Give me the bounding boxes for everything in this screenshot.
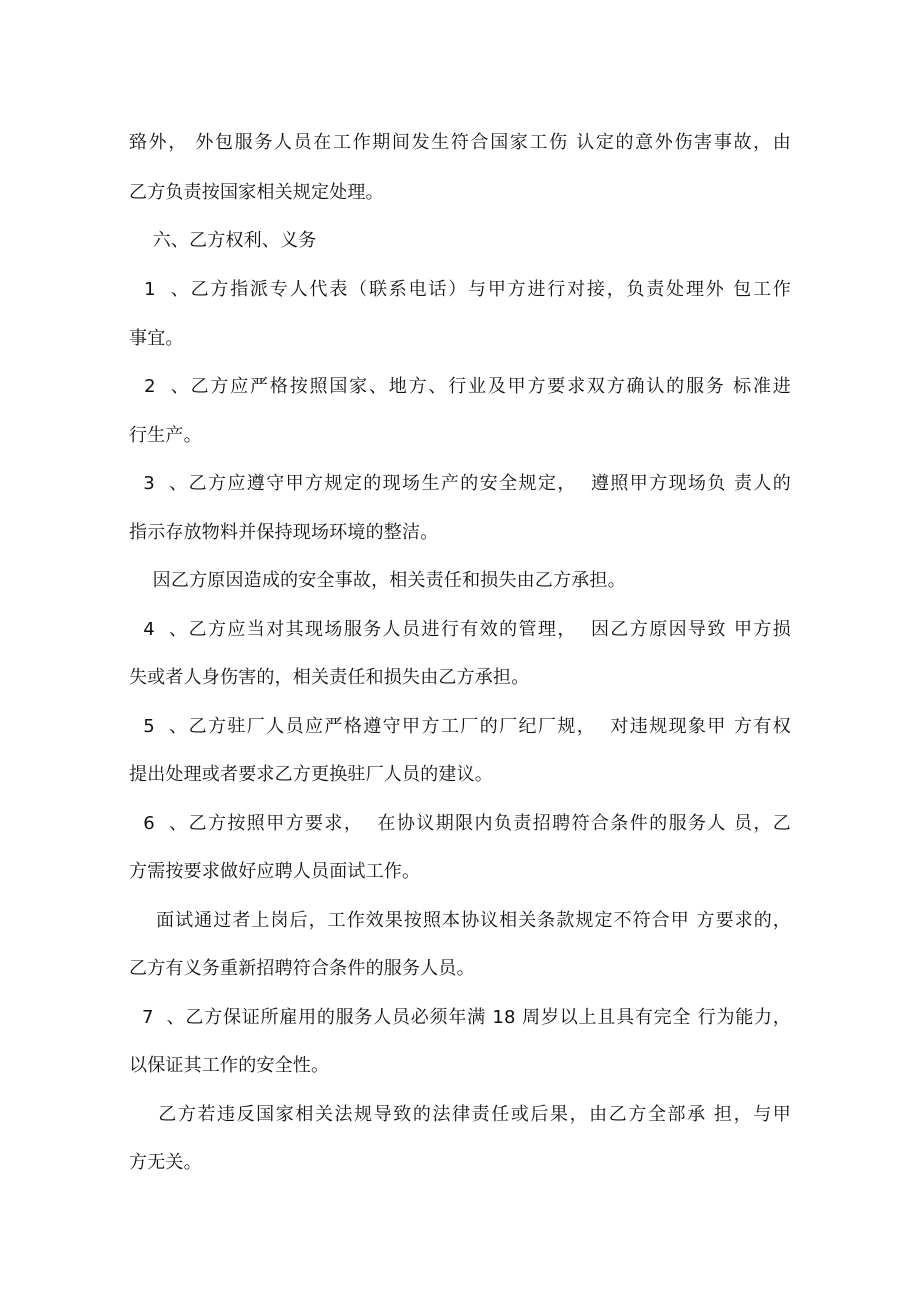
text-line: 4 、乙方应当对其现场服务人员进行有效的管理， 因乙方原因导致 甲方损 (129, 619, 791, 640)
text-line: 方无关。 (129, 1152, 202, 1173)
text-line: 以保证其工作的安全性。 (129, 1055, 330, 1076)
text-line: 提出处理或者要求乙方更换驻厂人员的建议。 (129, 764, 493, 785)
text-line: 方需按要求做好应聘人员面试工作。 (129, 861, 421, 882)
text-line: 乙方若违反国家相关法规导致的法律责任或后果，由乙方全部承 担，与甲 (129, 1104, 791, 1125)
text-line: 因乙方原因造成的安全事故，相关责任和损失由乙方承担。 (129, 570, 626, 591)
text-line: 乙方负责按国家相关规定处理。 (129, 182, 384, 203)
text-line: 7 、乙方保证所雇用的服务人员必须年满 18 周岁以上且具有完全 行为能力， (129, 1007, 791, 1028)
text-line: 面试通过者上岗后，工作效果按照本协议相关条款规定不符合甲 方要求的， (129, 910, 791, 931)
text-line: 事宜。 (129, 328, 184, 349)
text-line: 6 、乙方按照甲方要求， 在协议期限内负责招聘符合条件的服务人 员，乙 (129, 813, 791, 834)
text-line: 行生产。 (129, 425, 202, 446)
text-line: 2 、乙方应严格按照国家、地方、行业及甲方要求双方确认的服务 标准进 (129, 376, 791, 397)
text-line: 臵外， 外包服务人员在工作期间发生符合国家工伤 认定的意外伤害事故，由 (129, 132, 791, 153)
text-line: 指示存放物料并保持现场环境的整洁。 (129, 522, 439, 543)
text-line: 乙方有义务重新招聘符合条件的服务人员。 (129, 958, 475, 979)
text-line: 1 、乙方指派专人代表（联系电话）与甲方进行对接，负责处理外 包工作 (129, 279, 791, 300)
section-heading: 六、乙方权利、义务 (129, 230, 317, 251)
text-line: 3 、乙方应遵守甲方规定的现场生产的安全规定， 遵照甲方现场负 责人的 (129, 473, 791, 494)
text-line: 5 、乙方驻厂人员应严格遵守甲方工厂的厂纪厂规， 对违规现象甲 方有权 (129, 716, 791, 737)
text-line: 失或者人身伤害的，相关责任和损失由乙方承担。 (129, 667, 530, 688)
